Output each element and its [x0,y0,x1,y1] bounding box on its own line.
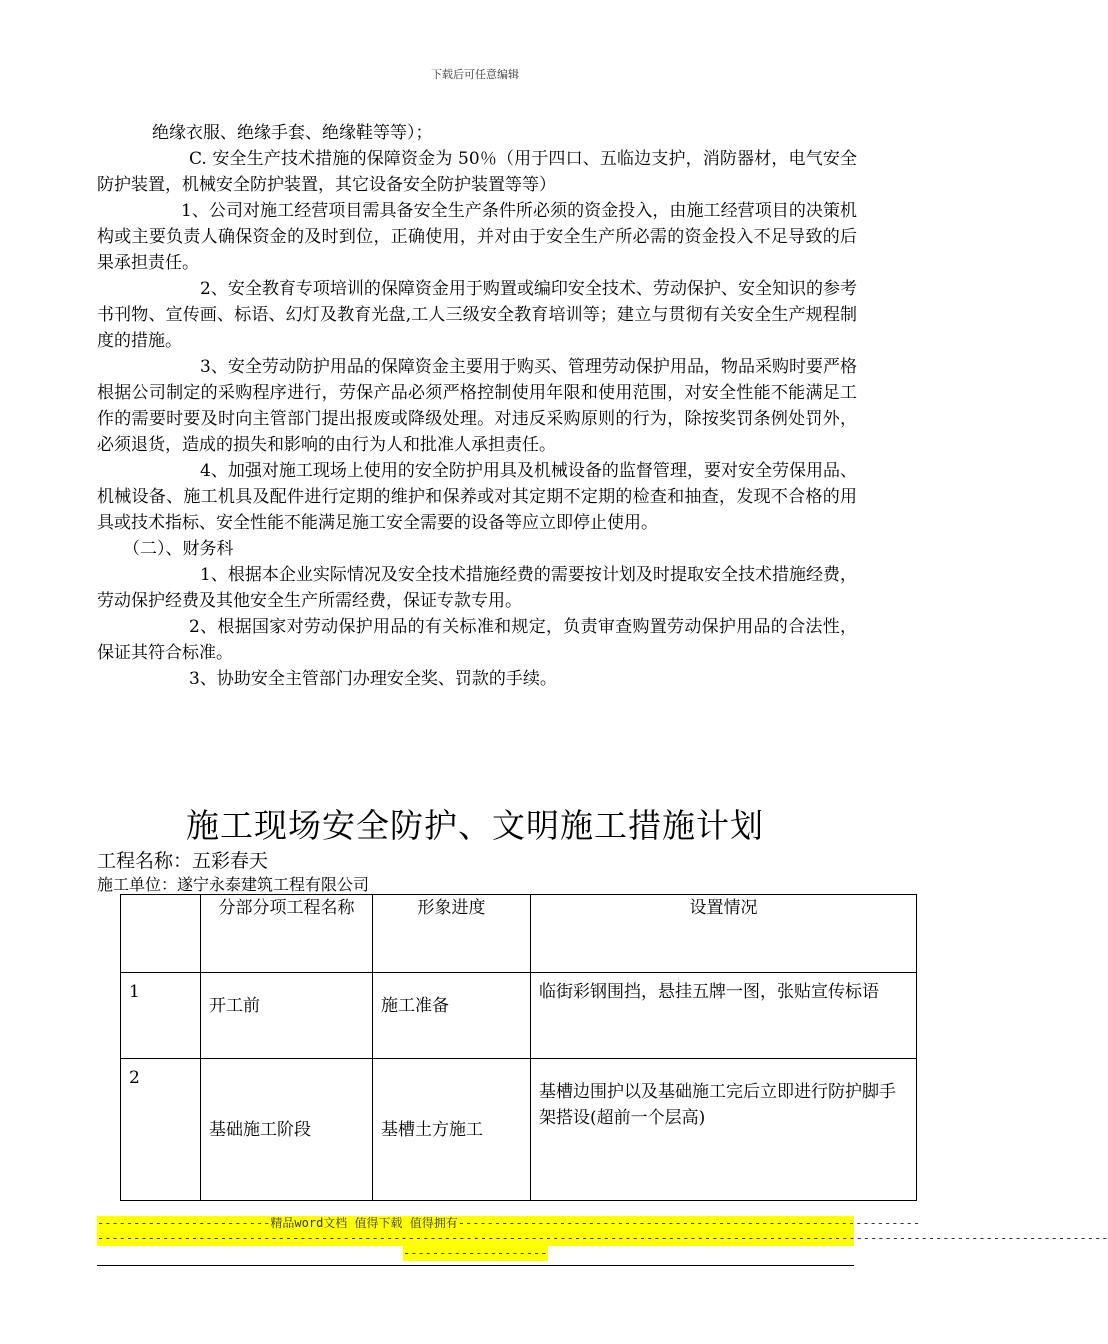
paragraph: 2、安全教育专项培训的保障资金用于购置或编印安全技术、劳动保护、安全知识的参考书刊物、宣传画、标语、幻灯及教育光盘,工人三级安全教育培训等；建立与贯彻有关安全生产规程制度的措施。 [97,279,857,351]
table-row [121,973,917,1059]
footer-dashes-left: ------------------------ [97,1216,271,1230]
row-part: 开工前 [201,973,373,1059]
footer-dashes-right: ---------------------------------------------------------------- [457,1216,921,1230]
row-progress: 基槽土方施工 [373,1059,531,1201]
paragraph: 1、公司对施工经营项目需具备安全生产条件所必须的资金投入，由施工经营项目的决策机构或主要负责人确保资金的及时到位，正确使用，并对由于安全生产所必需的资金投入不足导致的后果承担责任。 [97,201,857,273]
document-body [97,120,857,692]
paragraph: 2、根据国家对劳动保护用品的有关标准和规定，负责审查购置劳动保护用品的合法性，保证其符合标准。 [97,617,857,663]
paragraph: 3、协助安全主管部门办理安全奖、罚款的手续。 [189,669,557,689]
paragraph: 4、加强对施工现场上使用的安全防护用具及机械设备的监督管理，要对安全劳保用品、机械设备、施工机具及配件进行定期的维护和保养或对其定期不定期的检查和抽查，发现不合格的用具或技术指标、安全性能不能满足施工安全需要的设备等应立即停止使用。 [97,461,857,533]
row-number: 1 [121,973,201,1059]
footer-line-2: -------------------------------------------------------------------------------------------------------------------------------------------- [97,1231,1108,1245]
column-header-part: 分部分项工程名称 [201,895,373,973]
column-header-no [121,895,201,973]
row-number: 2 [121,1059,201,1201]
column-header-progress: 形象进度 [373,895,531,973]
row-progress: 施工准备 [373,973,531,1059]
footer-banner [97,1216,1108,1246]
construction-unit: 施工单位：遂宁永泰建筑工程有限公司 [97,875,370,894]
footer-line-3: -------------------- [403,1246,548,1260]
row-setup: 临街彩钢围挡，悬挂五牌一图，张贴宣传标语 [531,973,917,1059]
paragraph: C. 安全生产技术措施的保障资金为 50％（用于四口、五临边支护，消防器材，电气安全防护装置，机械安全防护装置，其它设备安全防护装置等等） [97,149,857,195]
column-header-setup: 设置情况 [531,895,917,973]
row-setup: 基槽边围护以及基础施工完后立即进行防护脚手架搭设(超前一个层高) [531,1059,917,1201]
footer-rule [97,1265,854,1266]
row-part: 基础施工阶段 [201,1059,373,1201]
paragraph: 3、安全劳动防护用品的保障资金主要用于购买、管理劳动保护用品，物品采购时要严格根据公司制定的采购程序进行，劳保产品必须严格控制使用年限和使用范围，对安全性能不能满足工作的需要时要及时向主管部门提出报废或降级处理。对违反采购原则的行为，除按奖罚条例处罚外，必须退货，造成的损失和影响的由行为人和批准人承担责任。 [97,357,857,455]
paragraph: 绝缘衣服、绝缘手套、绝缘鞋等等）； [152,123,433,143]
project-name: 工程名称：五彩春天 [97,850,269,872]
measures-plan-table [120,894,917,1201]
page-header-note: 下载后可任意编辑 [431,68,519,81]
table-header-row [121,895,917,973]
table-row [121,1059,917,1201]
section-heading: （二）、财务科 [123,539,234,559]
footer-slogan: 精品word文档 值得下载 值得拥有 [270,1216,458,1230]
footer-line-1 [97,1216,921,1231]
paragraph: 1、根据本企业实际情况及安全技术措施经费的需要按计划及时提取安全技术措施经费，劳动保护经费及其他安全生产所需经费，保证专款专用。 [97,565,857,611]
plan-title: 施工现场安全防护、文明施工措施计划 [186,806,764,845]
